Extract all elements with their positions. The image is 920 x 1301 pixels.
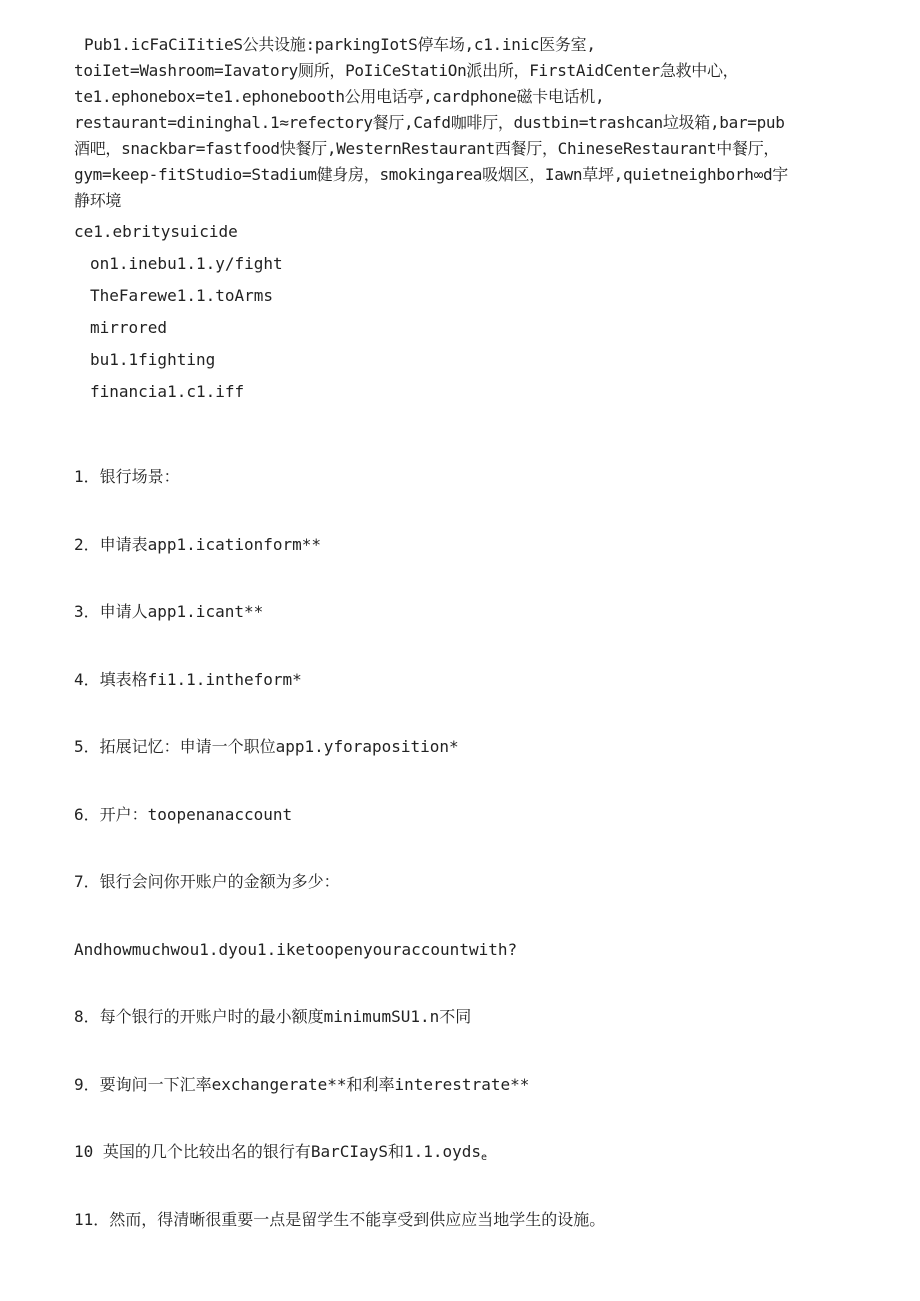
intro-line: restaurant=dininghal.1≈refectory餐厅,Cafd咖啡厅，dustbin=trashcan垃圾箱,bar=pub bbox=[74, 113, 785, 132]
numbered-item bbox=[74, 867, 874, 935]
intro-line: 酒吧，snackbar=fastfood快餐厅,WesternRestaurant西餐厅，ChineseRestaurant中餐厅， bbox=[74, 139, 780, 158]
item-number: 2 bbox=[74, 534, 84, 554]
vocabulary-item: on1.inebu1.1.y/fight bbox=[90, 254, 283, 273]
item-text: ．填表格fi1.1.intheform* bbox=[83, 669, 302, 689]
numbered-item bbox=[74, 732, 874, 800]
item-text: Andhowmuchwou1.dyou1.iketoopenyouraccountwith? bbox=[74, 939, 518, 959]
intro-line: 静环境 bbox=[74, 191, 122, 210]
item-number: 6 bbox=[74, 804, 84, 824]
numbered-item bbox=[74, 665, 874, 733]
vocabulary-heading: ce1.ebritysuicide bbox=[74, 222, 238, 241]
item-suffix: e bbox=[481, 1152, 488, 1163]
item-text: 英国的几个比较出名的银行有BarCIayS和1.1.oyds bbox=[93, 1142, 482, 1161]
intro-line: te1.ephonebox=te1.ephonebooth公用电话亭,cardphone磁卡电话机, bbox=[74, 87, 605, 106]
item-number: 3 bbox=[74, 602, 84, 621]
item-text: ．银行会问你开账户的金额为多少： bbox=[83, 872, 340, 891]
item-number: 11 bbox=[74, 1209, 94, 1229]
numbered-item bbox=[74, 1002, 874, 1070]
intro-line: toiIet=Washroom=Iavatory厕所，PoIiCeStatiOn派出所，FirstAidCenter急救中心， bbox=[74, 61, 739, 80]
item-number: 5 bbox=[74, 737, 84, 756]
item-text: ．每个银行的开账户时的最小额度minimumSU1.n不同 bbox=[83, 1007, 472, 1026]
item-number: 8 bbox=[74, 1007, 84, 1026]
numbered-item bbox=[74, 1205, 874, 1273]
numbered-item bbox=[74, 530, 874, 598]
item-text: ．申请人app1.icant** bbox=[83, 602, 264, 621]
item-text: ．要询问一下汇率exchangerate**和利率interestrate** bbox=[83, 1074, 530, 1094]
vocabulary-item: mirrored bbox=[90, 318, 168, 337]
numbered-item bbox=[74, 597, 874, 665]
vocabulary-item: financia1.c1.iff bbox=[90, 382, 245, 401]
item-number: 7 bbox=[74, 872, 84, 891]
item-number: 1 bbox=[74, 467, 84, 486]
item-number: 9 bbox=[74, 1074, 84, 1094]
item-text: ．银行场景： bbox=[83, 467, 180, 486]
numbered-item bbox=[74, 800, 874, 868]
numbered-item bbox=[74, 1070, 874, 1138]
numbered-item bbox=[74, 1137, 874, 1205]
english-sentence bbox=[74, 935, 874, 1003]
item-text: ．开户：toopenanaccount bbox=[83, 804, 293, 824]
bank-scene-list bbox=[74, 462, 874, 1272]
item-text: ．拓展记忆：申请一个职位app1.yforaposition* bbox=[83, 737, 459, 756]
item-text: ．然而，得清晰很重要一点是留学生不能享受到供应应当地学生的设施。 bbox=[93, 1209, 606, 1229]
public-facilities-paragraph bbox=[74, 32, 864, 214]
vocabulary-item: bu1.1fighting bbox=[90, 350, 216, 369]
intro-line: gym=keep-fitStudio=Stadium健身房，smokingarea吸烟区，Iawn草坪,quietneighborh∞d宇 bbox=[74, 165, 789, 184]
item-number: 10 bbox=[74, 1142, 94, 1161]
vocabulary-item: TheFarewe1.1.toArms bbox=[90, 286, 274, 305]
intro-line: Pub1.icFaCiIitieS公共设施:parkingIotS停车场,c1.inic医务室, bbox=[84, 35, 596, 54]
vocabulary-list bbox=[74, 220, 774, 412]
item-number: 4 bbox=[74, 669, 84, 689]
item-text: ．申请表app1.icationform** bbox=[83, 534, 322, 554]
numbered-item bbox=[74, 462, 874, 530]
